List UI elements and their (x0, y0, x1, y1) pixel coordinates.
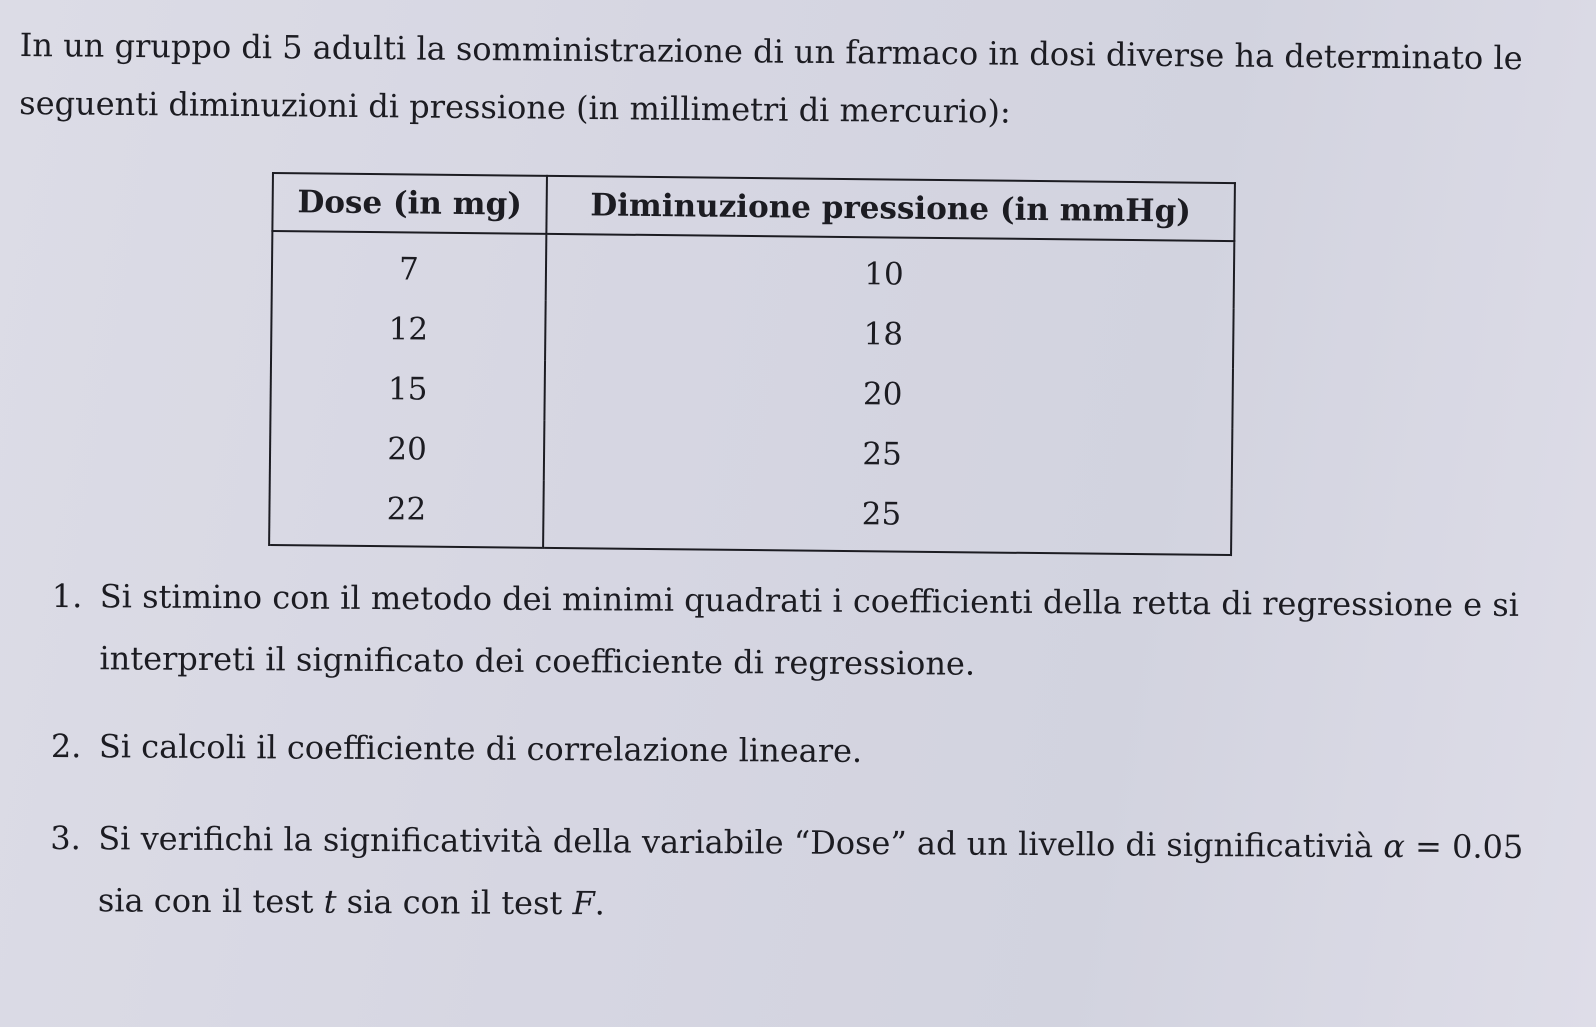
cell-dose: 7 (272, 231, 547, 301)
cell-dose: 12 (271, 298, 546, 361)
cell-pressure-value: 10 (864, 256, 904, 293)
f-symbol: F (572, 884, 595, 923)
table-row (270, 358, 1233, 428)
question-text: Si stimino con il metodo dei minimi quadrati i coefficienti della retta di regressione e si interpreti il significato dei coefficiente di regressione. (99, 577, 1520, 683)
data-table-container (268, 172, 1236, 556)
question-text: Si calcoli il coefficiente di correlazione lineare. (98, 727, 863, 770)
cell-pressure (543, 481, 1232, 555)
header-dose: Dose (in mg) (272, 173, 547, 234)
data-table (268, 172, 1236, 556)
question-text-continued: sia con il test (346, 882, 563, 923)
cell-pressure (544, 361, 1233, 428)
question-text: Si verifichi la significatività della variabile “Dose” ad un livello di significativià (98, 819, 1374, 866)
question-number: 3. (50, 818, 81, 858)
questions-list (50, 565, 1532, 940)
question-item (50, 807, 1531, 940)
header-pressure-decrease: Diminuzione pressione (in mmHg) (546, 176, 1235, 241)
question-text-continued: = 0.05 sia con il test (97, 827, 1524, 921)
table-row (271, 298, 1234, 368)
question-period: . (594, 884, 605, 923)
cell-pressure (545, 301, 1234, 368)
alpha-symbol: α (1383, 827, 1406, 866)
cell-dose: 15 (270, 358, 545, 421)
cell-pressure-value: 20 (862, 376, 903, 413)
cell-pressure-value: 18 (863, 316, 904, 353)
cell-pressure (544, 421, 1233, 488)
cell-dose: 20 (270, 418, 545, 481)
intro-paragraph: In un gruppo di 5 adulti la somministrazione di un farmaco in dosi diverse ha determinato le seguenti diminuzioni di pressione (in millimetri di mercurio): (19, 25, 1523, 131)
cell-pressure-value: 25 (861, 496, 902, 533)
table-row (270, 418, 1233, 488)
table-row (269, 478, 1232, 555)
question-item (51, 715, 1531, 786)
table-header-row (272, 173, 1235, 241)
table-row (272, 231, 1235, 308)
cell-dose: 22 (269, 478, 544, 548)
t-symbol: t (323, 882, 337, 921)
cell-pressure (546, 234, 1235, 308)
question-item (51, 565, 1532, 698)
cell-pressure-value: 25 (862, 436, 902, 473)
question-number: 2. (50, 726, 82, 766)
question-number: 1. (51, 576, 83, 616)
